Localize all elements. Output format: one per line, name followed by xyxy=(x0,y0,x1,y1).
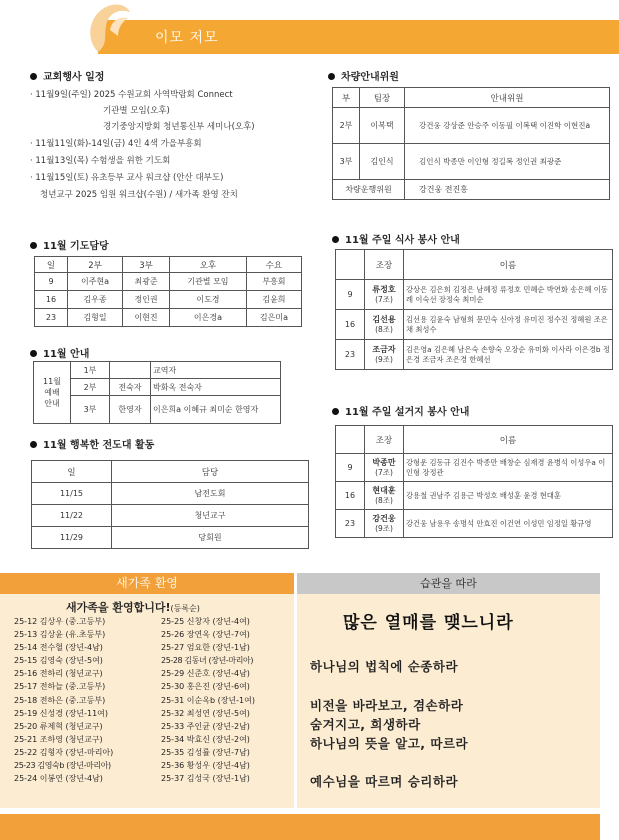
list-item: 25-26 장연옥 (장년-7여) xyxy=(161,630,250,640)
church-logo-icon xyxy=(78,0,138,56)
bullet-icon xyxy=(30,350,37,357)
welcome-subtitle: (등록순) xyxy=(170,604,200,613)
habit-line: 하나님의 뜻을 알고, 따르라 xyxy=(310,736,469,751)
page-title: 이모 저모 xyxy=(155,30,219,46)
event-line: 청년교구 2025 임원 워크샵(수원) / 새가족 환영 잔치 xyxy=(40,190,238,200)
list-item: 25-24 이봉연 (장년-4남) xyxy=(14,774,103,784)
prayer-title: 11월 기도담당 xyxy=(30,237,109,252)
table-header: 조장 xyxy=(365,426,404,454)
notice-table xyxy=(33,361,281,424)
table-row: 23 김형일 이현진 이은경a 김은미a xyxy=(35,309,302,327)
list-item: 25-15 김영숙 (장년-5여) xyxy=(14,656,103,666)
event-line: · 11월11일(화)-14일(금) 4인 4색 가을부흥회 xyxy=(30,139,202,149)
table-row: 11/22 청년교구 xyxy=(32,505,309,527)
table-row: 11/29 당회원 xyxy=(32,527,309,549)
dishes-title: 11월 주일 설거지 봉사 안내 xyxy=(332,403,469,418)
list-item: 25-18 전하은 (중.고등부) xyxy=(14,695,106,705)
list-item: 25-27 엄요한 (장년-1남) xyxy=(161,643,250,653)
dishes-table xyxy=(335,425,613,538)
notice-title: 11월 안내 xyxy=(30,345,89,360)
list-item: 25-22 김형자 (장년-마리아) xyxy=(14,747,114,757)
list-item: 25-29 신준호 (장년-4남) xyxy=(161,669,250,679)
table-header: 오후 xyxy=(170,257,247,273)
guide-title: 차량안내위원 xyxy=(328,68,399,83)
table-header: 담당 xyxy=(112,461,309,483)
table-row: 2부 전숙자 박화옥 전숙자 xyxy=(34,379,281,396)
table-header xyxy=(336,250,365,280)
list-item: 25-12 김상우 (중.고등부) xyxy=(14,617,106,626)
table-row: 3부 김인식 김인식 박종만 이인형 정길복 정인권 최광준 xyxy=(333,144,610,180)
bullet-icon xyxy=(30,73,37,80)
event-line: 기관별 모임(오후) xyxy=(103,106,170,116)
list-item: 25-28 김동녀 (장년-마리아) xyxy=(161,656,254,666)
evangel-title: 11월 행복한 전도대 활동 xyxy=(30,436,154,451)
bullet-icon xyxy=(332,408,339,415)
table-row: 9 박종만 (7조) 강형운 김동규 김진수 박종만 배창순 심재경 윤병석 이성우a 이인형 장정관 xyxy=(336,454,613,482)
list-item: 25-17 전하늘 (중.고등부) xyxy=(14,682,106,692)
table-row: 3부 한영자 이은희a 이혜규 최미순 한영자 xyxy=(34,396,281,424)
welcome-title: 새가족을 환영합니다!(등록순) xyxy=(66,601,200,614)
list-item: 25-16 전하리 (청년교구) xyxy=(14,669,103,679)
meal-title: 11월 주일 식사 봉사 안내 xyxy=(332,231,460,246)
calligraphy-heading: 많은 열매를 맺느니라 xyxy=(343,613,514,633)
welcome-header: 새가족 환영 xyxy=(0,573,294,594)
event-line: · 11월13일(목) 수험생을 위한 기도회 xyxy=(30,156,171,166)
list-item: 25-19 신성경 (장년-11여) xyxy=(14,708,109,718)
event-line: · 11월9일(주일) 2025 수원교회 사역박람회 Connect xyxy=(30,90,233,100)
bullet-icon xyxy=(332,236,339,243)
welcome-list-left xyxy=(14,616,154,786)
bullet-icon xyxy=(30,441,37,448)
habit-line: 비전을 바라보고, 겸손하라 xyxy=(310,698,464,713)
table-header: 안내위원 xyxy=(405,88,610,108)
list-item: 25-32 최성연 (장년-5여) xyxy=(161,708,250,718)
notice-side-label: 11월 예배 안내 xyxy=(34,362,71,424)
list-item: 25-37 김성국 (장년-1남) xyxy=(161,774,250,784)
bullet-icon xyxy=(30,242,37,249)
events-title: 교회행사 일정 xyxy=(30,68,104,83)
list-item: 25-20 류제혁 (청년교구) xyxy=(14,721,103,731)
habit-line: 예수님을 따르며 승리하라 xyxy=(310,774,459,789)
list-item: 25-13 김상윤 (유.초등부) xyxy=(14,630,106,640)
table-header: 이름 xyxy=(404,426,613,454)
table-header: 팀장 xyxy=(360,88,405,108)
habit-line: 숨겨지고, 희생하라 xyxy=(310,717,421,732)
table-row: 16 김선용 (8조) 김선용 김윤숙 남형희 문민숙 신아정 유미진 정수진 정혜원 조은채 최성수 xyxy=(336,310,613,340)
list-item: 25-30 홍은진 (장년-6여) xyxy=(161,682,250,692)
table-header: 3부 xyxy=(123,257,170,273)
table-header: 조장 xyxy=(365,250,404,280)
table-header: 일 xyxy=(35,257,68,273)
welcome-list-right xyxy=(161,616,293,786)
guide-table xyxy=(332,87,610,200)
footer-bar xyxy=(0,814,600,840)
habit-header: 습관을 따라 xyxy=(297,573,600,594)
list-item: 25-36 황성우 (장년-4남) xyxy=(161,761,250,771)
list-item: 25-21 조하영 (청년교구) xyxy=(14,734,103,744)
table-header: 이름 xyxy=(404,250,613,280)
table-header: 일 xyxy=(32,461,112,483)
evangel-table xyxy=(31,460,309,549)
table-header: 2부 xyxy=(68,257,123,273)
list-item: 25-23 김영숙b (장년-마리아) xyxy=(14,761,111,771)
table-header: 수요 xyxy=(246,257,301,273)
list-item: 25-34 박효신 (장년-2여) xyxy=(161,734,250,744)
list-item: 25-33 주인균 (장년-2남) xyxy=(161,721,250,731)
table-row: 23 강건웅 (9조) 강건웅 남용우 송명석 안효진 이건연 이성민 임정일 황규영 xyxy=(336,510,613,538)
table-row: 16 김우종 정인권 이도경 김윤희 xyxy=(35,291,302,309)
event-line: 경기중앙지방회 청년통신부 세미나(오후) xyxy=(103,122,255,132)
table-row: 차량운행위원 강건웅 전진홍 xyxy=(333,180,610,200)
list-item: 25-25 신창자 (장년-4여) xyxy=(161,617,250,626)
list-item: 25-35 김성률 (장년-7남) xyxy=(161,747,250,757)
table-row: 2부 이복택 강건웅 강상준 안승주 이동필 이복택 이진학 이현진a xyxy=(333,108,610,144)
list-item: 25-14 전수혈 (장년-4남) xyxy=(14,643,103,653)
table-row: 11/15 남전도회 xyxy=(32,483,309,505)
event-line: · 11월15일(토) 유초등부 교사 워크샵 (안산 대부도) xyxy=(30,173,224,183)
habit-line: 하나님의 법칙에 순종하라 xyxy=(310,659,459,674)
table-header: 부 xyxy=(333,88,360,108)
table-row: 9 류정호 (7조) 강상은 김은희 김정은 남혜정 류정호 민혜순 박연화 송은혜 이동례 이숙선 장정숙 최미순 xyxy=(336,280,613,310)
bullet-icon xyxy=(328,73,335,80)
meal-table xyxy=(335,249,613,370)
table-row: 11월 예배 안내 1부 교역자 xyxy=(34,362,281,379)
table-row: 23 조금자 (9조) 김은영a 김은혜 남은숙 손향숙 오장순 유미화 이사라 이은경b 정은경 조금자 조은경 한혜선 xyxy=(336,340,613,370)
table-row: 9 이주현a 최광준 기관별 모임 부흥회 xyxy=(35,273,302,291)
table-row: 16 현대훈 (8조) 강용철 권남주 김용근 박성호 배성훈 윤경 현대훈 xyxy=(336,482,613,510)
list-item: 25-31 이순옥b (장년-1여) xyxy=(161,695,255,705)
table-header xyxy=(336,426,365,454)
page-edge xyxy=(600,573,619,840)
prayer-table xyxy=(34,256,302,327)
